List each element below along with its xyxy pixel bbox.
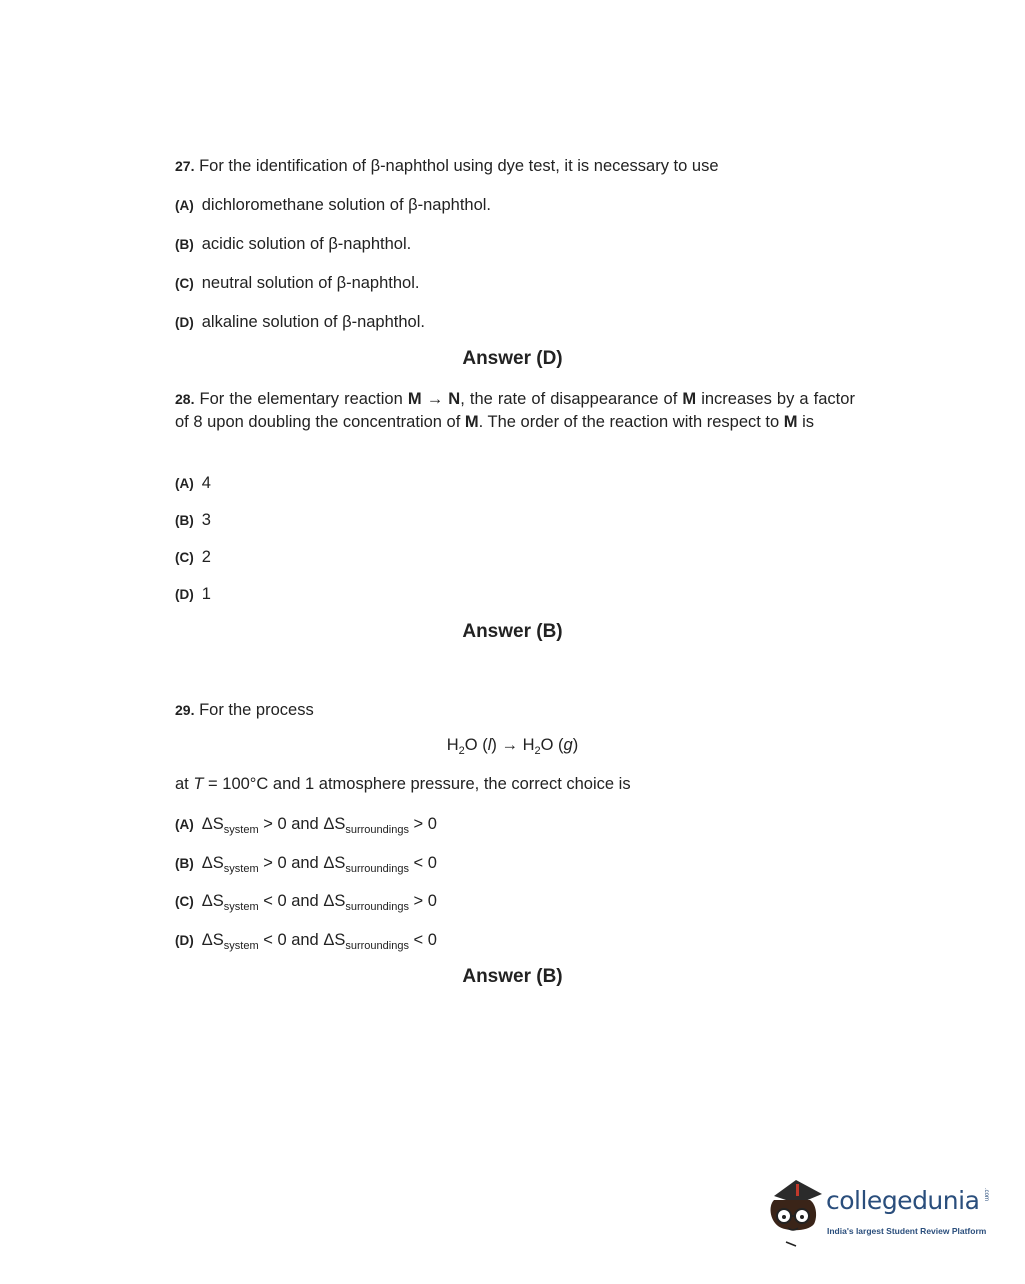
- option-letter: (B): [175, 237, 194, 252]
- mascot-icon: [766, 1176, 828, 1251]
- question-text: . The order of the reaction with respect to: [478, 413, 780, 431]
- question-text: increases by a factor of 8 upon doubling the concentration of: [175, 390, 855, 431]
- brand-name: collegedunia: [826, 1186, 980, 1215]
- option-letter: (A): [175, 817, 194, 832]
- eq-subscript: 2: [534, 745, 541, 757]
- question-28: [175, 388, 855, 434]
- subscript: surroundings: [345, 940, 409, 952]
- option-text: 2: [201, 548, 211, 566]
- option-letter: (A): [175, 476, 194, 491]
- species: M: [682, 390, 697, 408]
- relation: < 0 and: [263, 931, 319, 949]
- relation: > 0: [413, 815, 437, 833]
- option-d: [175, 929, 437, 952]
- eq-state: g: [563, 736, 573, 754]
- entropy-symbol: ΔS: [323, 892, 346, 910]
- relation: > 0 and: [263, 815, 319, 833]
- entropy-symbol: ΔS: [201, 854, 224, 872]
- condition-text: [175, 773, 855, 796]
- eq-text: ): [572, 736, 579, 754]
- eq-state: l: [487, 736, 492, 754]
- option-letter: (D): [175, 933, 194, 948]
- question-text: is: [802, 413, 815, 431]
- option-letter: (B): [175, 856, 194, 871]
- option-text: 1: [201, 585, 211, 603]
- brand-tagline: India's largest Student Review Platform: [827, 1226, 987, 1236]
- subscript: system: [223, 901, 259, 913]
- subscript: system: [223, 940, 259, 952]
- option-a: [175, 472, 211, 495]
- entropy-symbol: ΔS: [323, 854, 346, 872]
- option-letter: (A): [175, 198, 194, 213]
- option-b: [175, 233, 411, 256]
- eq-text: ): [491, 736, 497, 754]
- question-number: 27.: [175, 158, 195, 174]
- eq-text: O (: [464, 736, 488, 754]
- answer-29: Answer (B): [462, 966, 563, 987]
- subscript: system: [223, 863, 259, 875]
- option-c: [175, 546, 211, 569]
- option-a: [175, 194, 491, 217]
- option-letter: (C): [175, 550, 194, 565]
- entropy-symbol: ΔS: [323, 815, 346, 833]
- answer-27: Answer (D): [462, 348, 563, 369]
- question-number: 29.: [175, 702, 195, 718]
- option-d: [175, 311, 425, 334]
- reaction-arrow: →: [426, 390, 444, 408]
- question-text: = 100°C and 1 atmosphere pressure, the correct choice is: [208, 775, 631, 793]
- subscript: surroundings: [345, 901, 409, 913]
- eq-text: O (: [540, 736, 564, 754]
- species: M: [464, 413, 479, 431]
- option-text: 3: [201, 511, 211, 529]
- option-b: [175, 852, 437, 875]
- question-number: 28.: [175, 391, 195, 407]
- option-letter: (C): [175, 276, 194, 291]
- reactant: M: [407, 390, 422, 408]
- option-letter: (C): [175, 894, 194, 909]
- option-text: dichloromethane solution of β-naphthol.: [201, 196, 492, 214]
- question-text: at: [175, 775, 189, 793]
- answer-28: Answer (B): [462, 621, 563, 642]
- eq-text: H: [446, 736, 459, 754]
- option-text: acidic solution of β-naphthol.: [201, 235, 412, 253]
- reaction-arrow: →: [501, 736, 518, 754]
- option-a: [175, 813, 437, 836]
- option-d: [175, 583, 211, 606]
- option-c: [175, 890, 437, 913]
- entropy-symbol: ΔS: [201, 892, 224, 910]
- option-letter: (B): [175, 513, 194, 528]
- relation: < 0 and: [263, 892, 319, 910]
- question-text: , the rate of disappearance of: [460, 390, 678, 408]
- option-letter: (D): [175, 587, 194, 602]
- option-text: alkaline solution of β-naphthol.: [201, 313, 425, 331]
- relation: > 0: [413, 892, 437, 910]
- question-text: For the elementary reaction: [199, 390, 403, 408]
- question-text: For the identification of β-naphthol using dye test, it is necessary to use: [199, 157, 719, 175]
- process-equation: [0, 736, 1025, 755]
- relation: > 0 and: [263, 854, 319, 872]
- eq-text: H: [522, 736, 535, 754]
- subscript: surroundings: [345, 863, 409, 875]
- eq-subscript: 2: [458, 745, 465, 757]
- entropy-symbol: ΔS: [201, 931, 224, 949]
- option-letter: (D): [175, 315, 194, 330]
- question-27: [175, 155, 855, 178]
- question-29: [175, 699, 855, 722]
- product: N: [448, 390, 461, 408]
- option-text: neutral solution of β-naphthol.: [201, 274, 420, 292]
- option-text: 4: [201, 474, 211, 492]
- subscript: surroundings: [345, 824, 409, 836]
- option-c: [175, 272, 419, 295]
- option-b: [175, 509, 211, 532]
- brand-logo: [766, 1176, 996, 1251]
- relation: < 0: [413, 854, 437, 872]
- species: M: [783, 413, 798, 431]
- entropy-symbol: ΔS: [201, 815, 224, 833]
- entropy-symbol: ΔS: [323, 931, 346, 949]
- temperature-symbol: T: [193, 775, 204, 793]
- relation: < 0: [413, 931, 437, 949]
- question-text: For the process: [199, 701, 314, 719]
- subscript: system: [223, 824, 259, 836]
- brand-domain: .com: [983, 1188, 989, 1202]
